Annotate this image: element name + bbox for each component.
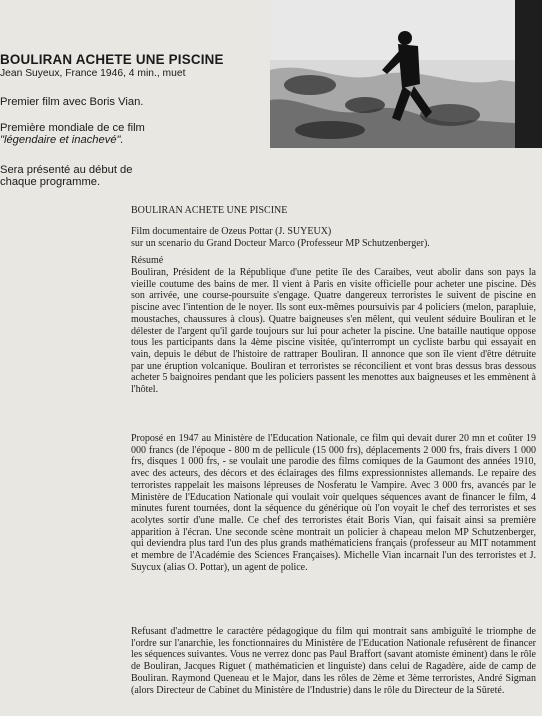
- document-title: BOULIRAN ACHETE UNE PISCINE: [131, 205, 288, 216]
- film-still-icon: [270, 0, 542, 148]
- note-premiere-line1: Première mondiale de ce film: [0, 122, 145, 134]
- note-screening: [0, 164, 255, 188]
- summary-label: Résumé: [131, 255, 164, 266]
- refusal-paragraph: Refusant d'admettre le caractère pédagogique du film qui montrait sans ambiguïté le triomphe de l'ordre sur l'anarchie, les fonctionnaires du Ministère de l'Education Nationale refusèrent de financer les séquences suivantes. Vous ne verrez donc pas Paul Braffort (savant atomiste éminent) dans le rôle de Bouliran, Jacques Riguet ( mathématicien et linguiste) dans celui de Ragadère, aide de camp de Bouliran. Raymond Queneau et le Major, dans les rôles de 2ème et 3ème terroristes, André Sigman (alors Directeur de Cabinet du Ministère de l'Industrie) dans le rôle du Directeur de la Sûreté.: [131, 626, 536, 696]
- history-paragraph: Proposé en 1947 au Ministère de l'Education Nationale, ce film qui devait durer 20 mn et coûter 19 000 francs (de l'époque - 800 m de pellicule (15 000 frs), déplacements 2 000 frs, frais divers 1 000 frs, disques 1 000 frs, - se voulait une parodie des films comiques de la Gaumont des années 1910, avec des acteurs, des décors et des éclairages des films expressionnistes allemands. Le repaire des terroristes rappelait les maisons lépreuses de Nosferatu le Vampire. Avec 3 000 frs, avancés par le Ministère de l'Education Nationale qui voulait voir quelques séquences avant de financer le film, 4 minutes furent tournées, dont la séquence du générique où l'on voyait le chef des terroristes et ses acolytes sortir d'une malle. Ce chef des terroristes était Boris Vian, qui faisait ainsi sa première apparition à l'écran. Une seconde scène montrait un policier à chapeau melon MP Schutzenberger, qui deviendra plus tard l'un des plus grands mathématiciens français (professeur au MIT notamment et membre de l'Académie des Sciences Françaises). Michelle Vian incarnait l'un des terroristes et J. Suycux (alias O. Pottar), un agent de police.: [131, 433, 536, 573]
- note-premiere-line2: "légendaire et inachevé".: [0, 134, 124, 147]
- credit-line2: sur un scenario du Grand Docteur Marco (Professeur MP Schutzenberger).: [131, 237, 430, 249]
- note-premiere: [0, 122, 255, 146]
- film-title: BOULIRAN ACHETE UNE PISCINE: [0, 52, 224, 67]
- note-first-film: Premier film avec Boris Vian.: [0, 96, 144, 108]
- note-screening-line1: Sera présenté au début de: [0, 164, 133, 176]
- film-still-photo: [270, 0, 542, 148]
- credit-line1: Film documentaire de Ozeus Pottar (J. SUYEUX): [131, 226, 332, 237]
- note-screening-line2: chaque programme.: [0, 176, 101, 189]
- document-credits: [131, 226, 430, 250]
- summary-paragraph: Bouliran, Président de la République d'une petite île des Caraibes, veut abolir dans son pays la vieille coutume des bains de mer. Il vient à Paris en visite officielle pour acheter une piscine. Dès son arrivée, une course-poursuite s'engage. Quatre dangereux terroristes le suivent de piscine en piscine avec l'intention de le noyer. Ils sont eux-mêmes poursuivis par 4 policiers (melon, parapluie, moustaches, chaussures à clous). Quatre baigneuses s'en mêlent, qui veulent séduire Bouliran et le délester de l'argent qu'il garde toujours sur lui pour acheter la piscine. Une bataille nautique oppose tous les participants dans la 4ème piscine visitée, qu'interrompt un cycliste barbu qui essayait en vain, depuis le début de l'histoire de rattraper Bouliran. Il annonce que son île vient d'être détruite par une éruption volcanique. Bouliran et terroristes se réconcilient et vont bras dessus bras dessous acheter 5 baignoires pendant que les policiers passent les menottes aux baigneuses et les emmènent à l'hôtel.: [131, 267, 536, 396]
- film-meta: Jean Suyeux, France 1946, 4 min., muet: [0, 68, 186, 79]
